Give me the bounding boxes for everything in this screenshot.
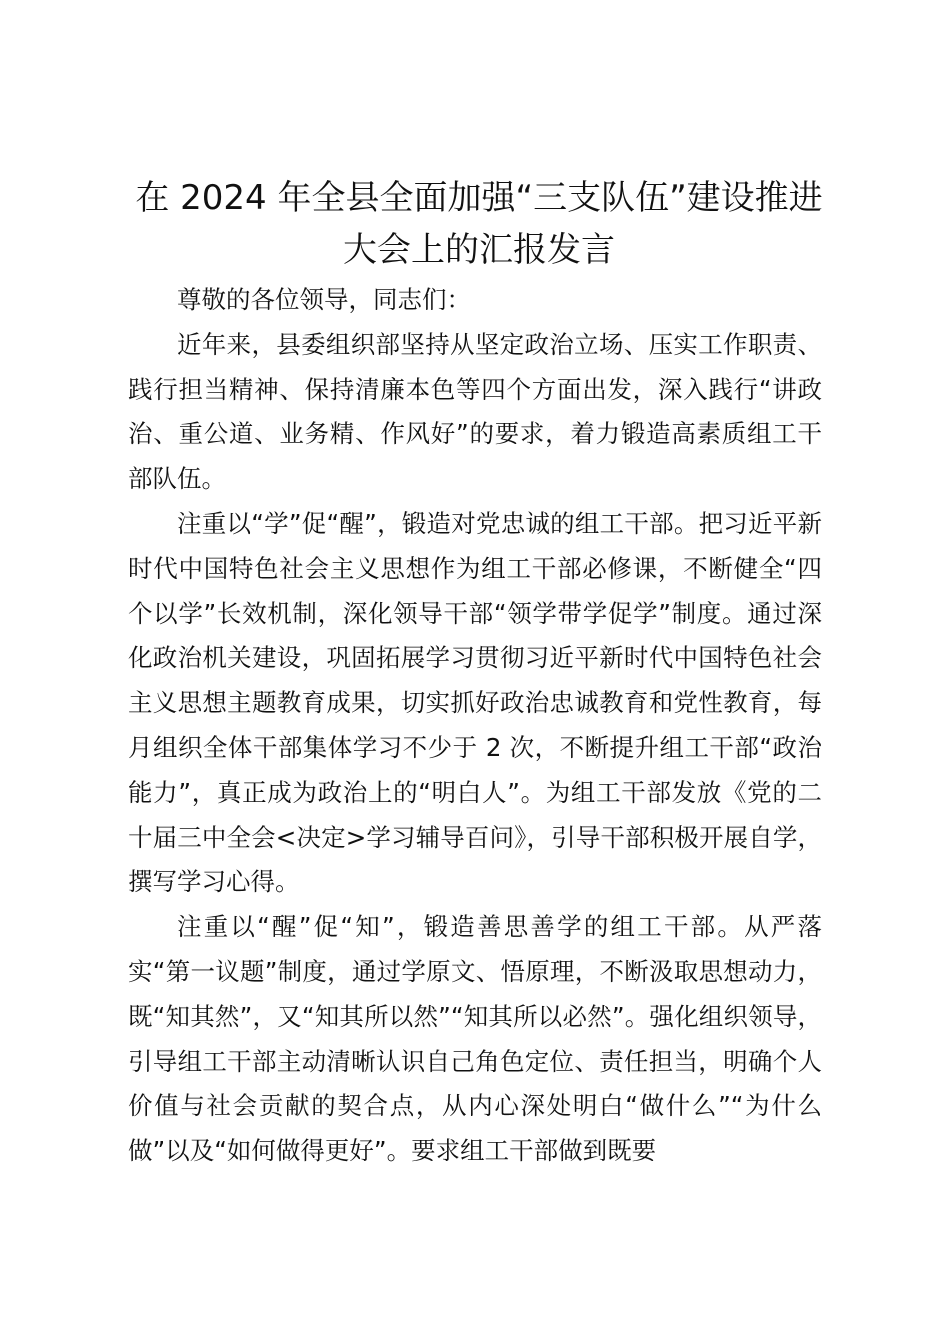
document-body [128,278,822,1174]
paragraph-intro: 近年来，县委组织部坚持从坚定政治立场、压实工作职责、践行担当精神、保持清廉本色等四个方面出发，深入践行“讲政治、重公道、业务精、作风好”的要求，着力锻造高素质组工干部队伍。 [128,329,822,494]
title-line-1: 在 2024 年全县全面加强“三支队伍”建设推进 [135,178,823,218]
document-title [120,172,838,276]
paragraph-study: 注重以“学”促“醒”，锻造对党忠诚的组工干部。把习近平新时代中国特色社会主义思想作为组工干部必修课，不断健全“四个以学”长效机制，深化领导干部“领学带学促学”制度。通过深化政治机关建设，巩固拓展学习贯彻习近平新时代中国特色社会主义思想主题教育成果，切实抓好政治忠诚教育和党性教育，每月组织全体干部集体学习不少于 2 次，不断提升组工干部“政治能力”，真正成为政治上的“明白人”。为组工干部发放《党的二十届三中全会<决定>学习辅导百问》，引导干部积极开展自学，撰写学习心得。 [128,508,822,897]
title-line-2: 大会上的汇报发言 [343,230,615,270]
paragraph-awareness: 注重以“醒”促“知”，锻造善思善学的组工干部。从严落实“第一议题”制度，通过学原文、悟原理，不断汲取思想动力，既“知其然”，又“知其所以然”“知其所以必然”。强化组织领导，引导组工干部主动清晰认识自己角色定位、责任担当，明确个人价值与社会贡献的契合点，从内心深处明白“做什么”“为什么做”以及“如何做得更好”。要求组工干部做到既要 [128,912,822,1166]
salutation: 尊敬的各位领导，同志们： [177,285,471,314]
